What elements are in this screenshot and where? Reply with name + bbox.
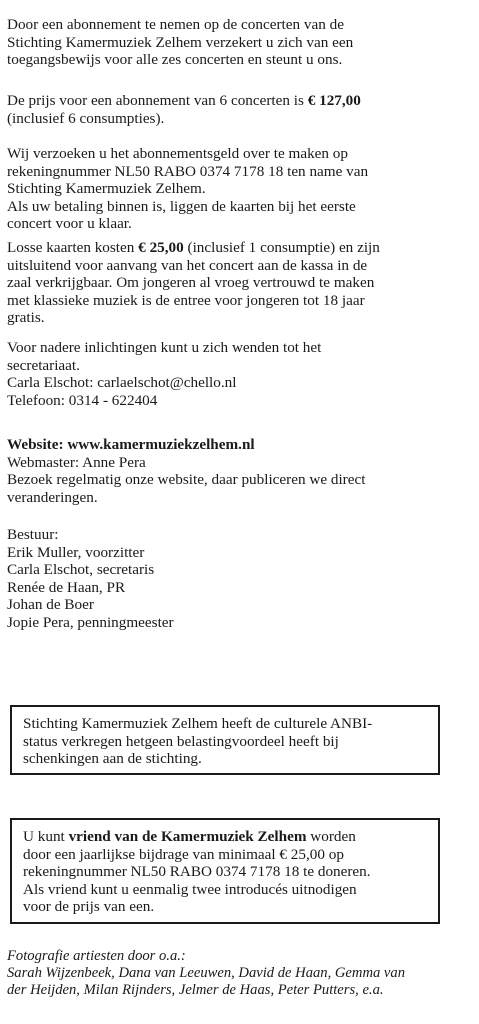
friend-line [23, 828, 428, 846]
intro-line: Stichting Kamermuziek Zelhem verzekert u zich van een [7, 33, 354, 51]
friend-line: rekeningnummer NL50 RABO 0374 7178 18 te doneren. [23, 863, 371, 881]
tickets-line [7, 239, 471, 257]
credits-heading: Fotografie artiesten door o.a.: [7, 948, 186, 964]
anbi-line: schenkingen aan de stichting. [23, 750, 202, 768]
website-title [7, 436, 471, 454]
friend-line: door een jaarlijkse bijdrage van minimaal € 25,00 op [23, 845, 344, 863]
payment-line: Als uw betaling binnen is, liggen de kaarten bij het eerste [7, 197, 356, 215]
website-title-text: Website: www.kamermuziekzelhem.nl [7, 436, 255, 453]
intro-paragraph [7, 16, 471, 69]
tickets-line: gratis. [7, 309, 45, 327]
intro-line: Door een abonnement te nemen op de concerten van de [7, 16, 344, 33]
website-paragraph [7, 436, 471, 506]
board-member: Carla Elschot, secretaris [7, 561, 155, 579]
tickets-line: zaal verkrijgbaar. Om jongeren al vroeg vertrouwd te maken [7, 274, 375, 292]
ticket-amount: € 25,00 [138, 239, 184, 256]
friend-bold: vriend van de Kamermuziek Zelhem [68, 828, 307, 845]
friend-notice-box [10, 818, 440, 924]
anbi-notice-box [10, 705, 440, 775]
contact-line: secretariaat. [7, 356, 80, 374]
intro-line: toegangsbewijs voor alle zes concerten en steunt u ons. [7, 51, 343, 69]
tickets-line: met klassieke muziek is de entree voor jongeren tot 18 jaar [7, 291, 365, 309]
friend-text: worden [306, 828, 356, 845]
payment-line: concert voor u klaar. [7, 215, 132, 233]
payment-line: Stichting Kamermuziek Zelhem. [7, 180, 206, 198]
credits-line: der Heijden, Milan Rijnders, Jelmer de Haas, Peter Putters, e.a. [7, 982, 384, 998]
contact-line: Voor nadere inlichtingen kunt u zich wenden tot het [7, 339, 322, 356]
price-line [7, 92, 471, 110]
friend-text: U kunt [23, 828, 69, 845]
price-note: (inclusief 6 consumpties). [7, 109, 165, 127]
payment-paragraph [7, 145, 471, 233]
tickets-line: uitsluitend voor aanvang van het concert aan de kassa in de [7, 256, 368, 274]
anbi-line: status verkregen hetgeen belastingvoordeel heeft bij [23, 732, 339, 750]
board-member: Jopie Pera, penningmeester [7, 613, 174, 631]
credits-line: Sarah Wijzenbeek, Dana van Leeuwen, David de Haan, Gemma van [7, 965, 405, 981]
website-line: veranderingen. [7, 488, 98, 506]
payment-line: Wij verzoeken u het abonnementsgeld over te maken op [7, 145, 348, 162]
contact-paragraph [7, 339, 471, 409]
contact-email: Carla Elschot: carlaelschot@chello.nl [7, 374, 237, 392]
board-member: Johan de Boer [7, 596, 94, 614]
contact-phone: Telefoon: 0314 - 622404 [7, 391, 158, 409]
photo-credits [7, 948, 471, 999]
price-text: De prijs voor een abonnement van 6 concerten is [7, 92, 308, 109]
board-member: Renée de Haan, PR [7, 578, 126, 596]
payment-line: rekeningnummer NL50 RABO 0374 7178 18 ten name van [7, 162, 369, 180]
board-heading: Bestuur: [7, 526, 59, 543]
friend-line: Als vriend kunt u eenmalig twee introducés uitnodigen [23, 880, 357, 898]
price-paragraph [7, 92, 471, 127]
tickets-text: Losse kaarten kosten [7, 239, 139, 256]
tickets-paragraph [7, 239, 471, 327]
friend-line: voor de prijs van een. [23, 898, 155, 916]
website-line: Bezoek regelmatig onze website, daar publiceren we direct [7, 471, 366, 489]
board-list [7, 526, 471, 632]
anbi-line: Stichting Kamermuziek Zelhem heeft de culturele ANBI- [23, 715, 373, 732]
board-member: Erik Muller, voorzitter [7, 543, 145, 561]
webmaster-line: Webmaster: Anne Pera [7, 453, 146, 471]
tickets-text: (inclusief 1 consumptie) en zijn [183, 239, 380, 256]
price-amount: € 127,00 [307, 92, 361, 109]
